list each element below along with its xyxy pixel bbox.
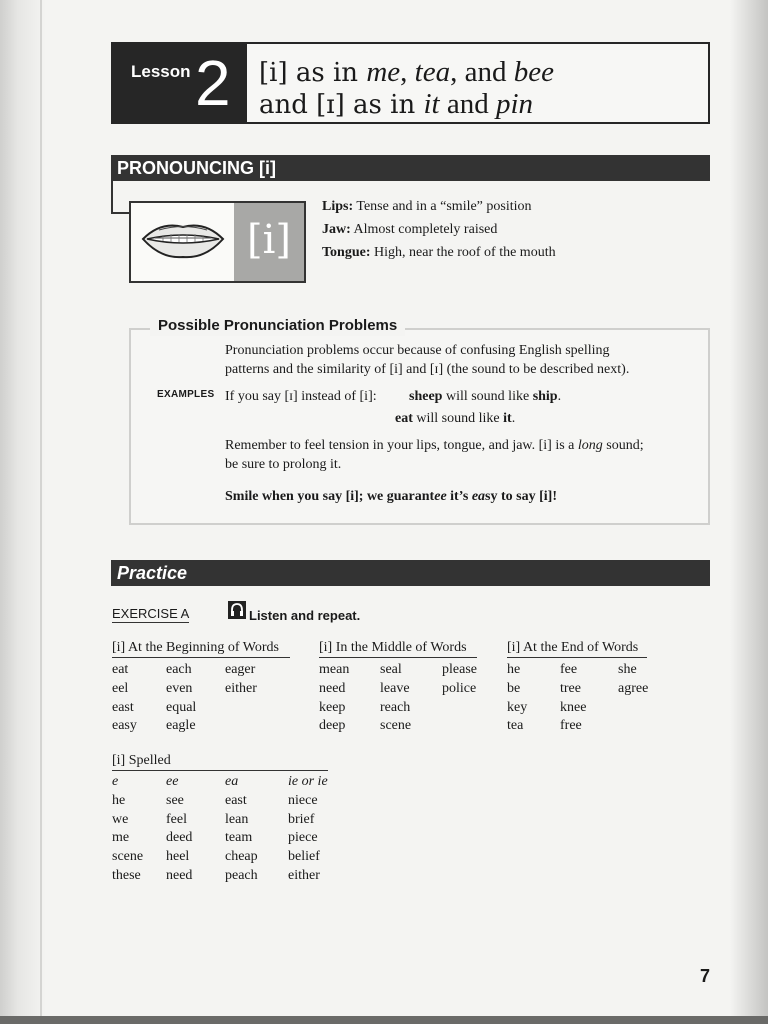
page-number: 7	[700, 966, 711, 986]
problems-intro-line-1: Pronunciation problems occur because of confusing English spelling	[225, 343, 610, 358]
remember-line-1: Remember to feel tension in your lips, tongue, and jaw. [i] is a long sound;	[225, 438, 644, 453]
ipa-symbol-tile: [i]	[234, 203, 304, 281]
feature-lips: Lips: Tense and in a “smile” position	[322, 199, 532, 214]
headphones-icon[interactable]	[228, 601, 246, 619]
group-heading-end: [i] At the End of Words	[507, 639, 647, 658]
examples-label: EXAMPLES	[157, 389, 215, 400]
spelling-column-ee: ee see feel deed heel need	[166, 774, 193, 883]
example-2: eat will sound like it.	[395, 411, 516, 426]
lesson-label: Lesson	[131, 62, 191, 81]
exercise-instruction: Listen and repeat.	[249, 608, 361, 623]
section-bar-practice: Practice	[111, 560, 710, 586]
lesson-number: 2	[195, 47, 231, 119]
spelling-column-ea: ea east lean team cheap peach	[225, 774, 258, 883]
word-column: fee tree knee free	[560, 662, 587, 734]
feature-jaw: Jaw: Almost completely raised	[322, 222, 498, 237]
binding-edge	[40, 0, 42, 1024]
spelling-column-e: e he we me scene these	[112, 774, 144, 883]
word-column: eat eel east easy	[112, 662, 137, 734]
lesson-title	[247, 42, 710, 124]
feature-tongue: Tongue: High, near the roof of the mouth	[322, 245, 556, 260]
exercise-label: EXERCISE A	[112, 606, 190, 621]
word-column: each even equal eagle	[166, 662, 197, 734]
word-column: he be key tea	[507, 662, 528, 734]
connector-line	[111, 212, 131, 214]
connector-line	[111, 181, 113, 213]
group-heading-spelled: [i] Spelled	[112, 752, 328, 771]
page-bottom-edge	[0, 1016, 768, 1024]
smile-tip: Smile when you say [i]; we guarantee it’s easy to say [i]!	[225, 489, 557, 504]
word-column: eager either	[225, 662, 257, 696]
problems-title: Possible Pronunciation Problems	[150, 316, 405, 336]
group-heading-middle: [i] In the Middle of Words	[319, 639, 477, 658]
group-heading-beginning: [i] At the Beginning of Words	[112, 639, 290, 658]
mouth-illustration	[129, 201, 306, 283]
word-column: she agree	[618, 662, 649, 696]
word-column: please police	[442, 662, 477, 696]
remember-line-2: be sure to prolong it.	[225, 457, 342, 472]
smiling-lips-icon	[139, 217, 227, 263]
section-bar-pronouncing: PRONOUNCING [i]	[111, 155, 710, 181]
word-column: mean need keep deep	[319, 662, 350, 734]
example-1: sheep will sound like ship.	[409, 389, 562, 404]
example-lead: If you say [ɪ] instead of [i]:	[225, 389, 377, 404]
lesson-badge	[111, 42, 247, 124]
lesson-title-line-2: and [ɪ] as in it and pin	[259, 88, 534, 120]
problems-intro-line-2: patterns and the similarity of [i] and [ɪ] (the sound to be described next).	[225, 362, 630, 377]
lesson-title-line-1: [i] as in me, tea, and bee	[259, 56, 554, 88]
spelling-column-ie: ie or ie niece brief piece belief either	[288, 774, 328, 883]
word-column: seal leave reach scene	[380, 662, 412, 734]
